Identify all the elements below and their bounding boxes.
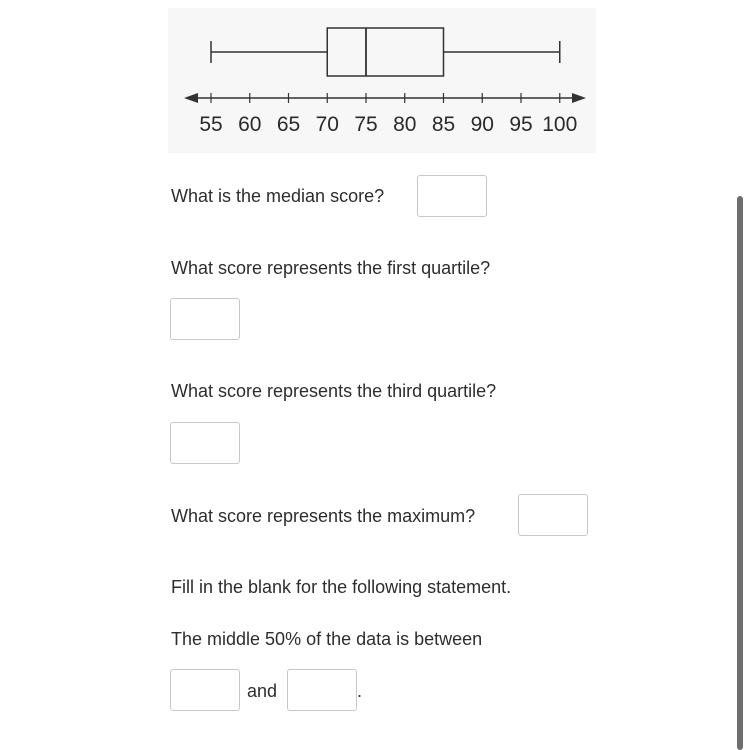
middle-statement: The middle 50% of the data is between bbox=[171, 629, 483, 649]
axis-tick-label: 80 bbox=[393, 113, 417, 136]
maximum-answer-input[interactable] bbox=[518, 494, 588, 536]
median-question: What is the median score? bbox=[171, 186, 385, 206]
axis-tick-label: 70 bbox=[315, 113, 339, 136]
axis-tick-label: 95 bbox=[509, 113, 533, 136]
period-label: . bbox=[357, 681, 363, 701]
middle-low-answer-input[interactable] bbox=[170, 669, 240, 711]
axis-tick-label: 65 bbox=[276, 113, 301, 136]
axis-tick-label: 55 bbox=[199, 113, 223, 136]
left-arrow bbox=[184, 93, 198, 103]
middle-high-answer-input[interactable] bbox=[287, 669, 357, 711]
first-quartile-question: What score represents the first quartile? bbox=[171, 258, 491, 278]
page-scrollbar[interactable] bbox=[737, 196, 743, 750]
axis-tick-label: 75 bbox=[354, 113, 378, 136]
fill-blank-instruction: Fill in the blank for the following statement. bbox=[171, 577, 512, 597]
third-quartile-answer-input[interactable] bbox=[170, 422, 240, 464]
iqr-box bbox=[327, 28, 443, 76]
right-arrow bbox=[572, 93, 586, 103]
axis-tick-label: 60 bbox=[238, 113, 262, 136]
and-label: and bbox=[247, 681, 278, 701]
axis-tick-label: 90 bbox=[470, 113, 494, 136]
third-quartile-question: What score represents the third quartile? bbox=[171, 381, 497, 401]
first-quartile-answer-input[interactable] bbox=[170, 298, 240, 340]
maximum-question: What score represents the maximum? bbox=[171, 506, 476, 526]
axis-tick-label: 85 bbox=[431, 113, 456, 136]
axis-tick-label: 100 bbox=[542, 113, 578, 136]
box-plot-chart bbox=[168, 8, 596, 153]
median-answer-input[interactable] bbox=[417, 175, 487, 217]
box-plot-figure bbox=[168, 8, 596, 153]
